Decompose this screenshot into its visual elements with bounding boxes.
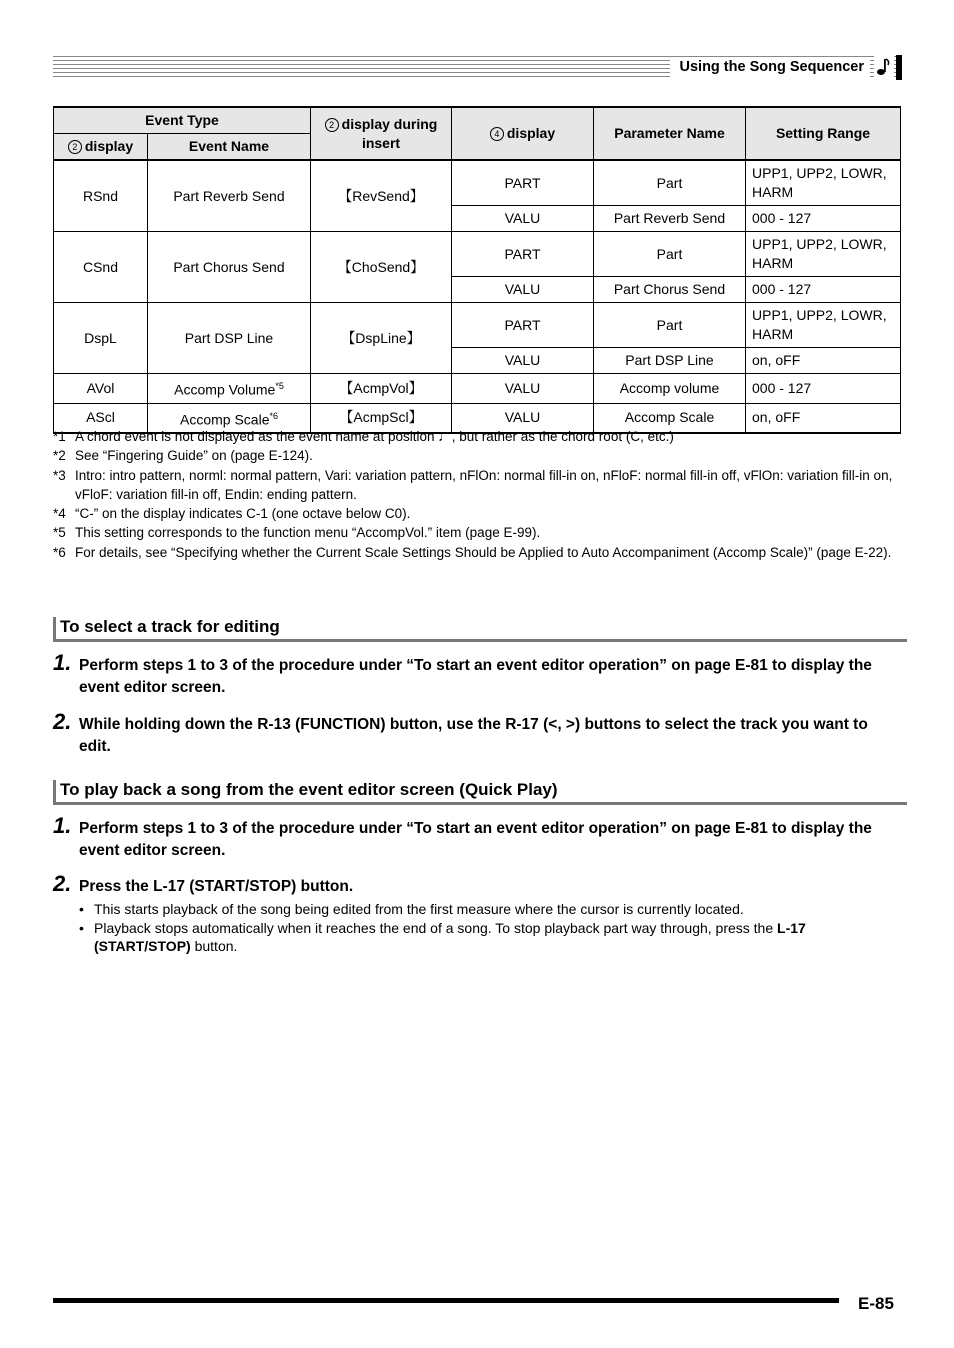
table-row: CSnd Part Chorus Send 【ChoSend】 PART Part UPP1, UPP2, LOWR, HARM <box>54 232 901 277</box>
table-row: VALU Part Reverb Send 000 - 127 <box>54 206 901 232</box>
bullet-list <box>79 900 879 956</box>
section-heading-quick-play: To play back a song from the event editor screen (Quick Play) <box>53 780 907 805</box>
section-heading-select-track: To select a track for editing <box>53 617 907 642</box>
step-2: 2. Press the L-17 (START/STOP) button. <box>53 871 354 896</box>
circled-number: 4 <box>490 127 504 141</box>
footer-rule <box>53 1298 839 1303</box>
table-row: VALU Part DSP Line on, oFF <box>54 348 901 374</box>
event-table <box>53 106 901 434</box>
step-number: 2. <box>53 871 72 896</box>
col-display-4: 4 display <box>452 107 594 160</box>
table-row: AScl Accomp Scale$^{*6}$ 【AcmpScl】 VALU Accomp Scale on, oFF <box>54 403 901 433</box>
circled-number: 2 <box>325 118 339 132</box>
step-1: 1. Perform steps 1 to 3 of the procedure under “To start an event editor operation” on page E-81 to display the event editor screen. <box>53 650 872 696</box>
table-row: RSnd Part Reverb Send 【RevSend】 PART Part UPP1, UPP2, LOWR, HARM <box>54 160 901 206</box>
header-bar <box>896 55 902 80</box>
list-item: • Playback stops automatically when it reaches the end of a song. To stop playback part way through, press the L-17 (START/STOP) button. <box>79 919 806 955</box>
step-2: 2. While holding down the R-13 (FUNCTION) button, use the R-17 (<, >) buttons to select the track you want to edit. <box>53 709 868 755</box>
col-parameter-name: Parameter Name <box>594 107 746 160</box>
footnotes <box>53 427 903 562</box>
col-display: 2 display <box>54 134 148 161</box>
step-number: 2. <box>53 709 72 734</box>
col-event-name: Event Name <box>148 134 311 161</box>
footnote: *3 Intro: intro pattern, norml: normal pattern, Vari: variation pattern, nFlOn: normal fill-in on, nFloF: normal fill-in off, vFlOn: variation fill-in on, vFloF: variation fill-in off, Endin: ending pattern. <box>53 467 893 502</box>
music-note-icon <box>874 56 894 78</box>
header-title: Using the Song Sequencer <box>670 57 871 77</box>
step-number: 1. <box>53 813 72 838</box>
step-number: 1. <box>53 650 72 675</box>
step-1: 1. Perform steps 1 to 3 of the procedure under “To start an event editor operation” on page E-81 to display the event editor screen. <box>53 813 872 859</box>
footnote: *2 See “Fingering Guide” on (page E-124). <box>53 448 313 464</box>
col-setting-range: Setting Range <box>746 107 901 160</box>
circled-number: 2 <box>68 140 82 154</box>
footnote: *6 For details, see “Specifying whether the Current Scale Settings Should be Applied to Auto Accompaniment (Accomp Scale)” (page E-22). <box>53 544 892 560</box>
table-row: AVol Accomp Volume$^{*5}$ 【AcmpVol】 VALU Accomp volume 000 - 127 <box>54 374 901 404</box>
col-event-type: Event Type <box>54 107 311 134</box>
col-display-during-insert: 2 display during insert <box>311 107 452 160</box>
table-row: VALU Part Chorus Send 000 - 127 <box>54 277 901 303</box>
footnote: *4 “C-” on the display indicates C-1 (one octave below C0). <box>53 506 411 522</box>
table-row: DspL Part DSP Line 【DspLine】 PART Part UPP1, UPP2, LOWR, HARM <box>54 303 901 348</box>
footnote: *1 A chord event is not displayed as the event name at position ♩, but rather as the chord root (C, etc.) <box>53 429 674 444</box>
footnote: *5 This setting corresponds to the function menu “AccompVol.” item (page E-99). <box>53 525 541 541</box>
list-item: • This starts playback of the song being edited from the first measure where the cursor is currently located. <box>79 901 744 917</box>
page-number: E-85 <box>858 1294 894 1313</box>
